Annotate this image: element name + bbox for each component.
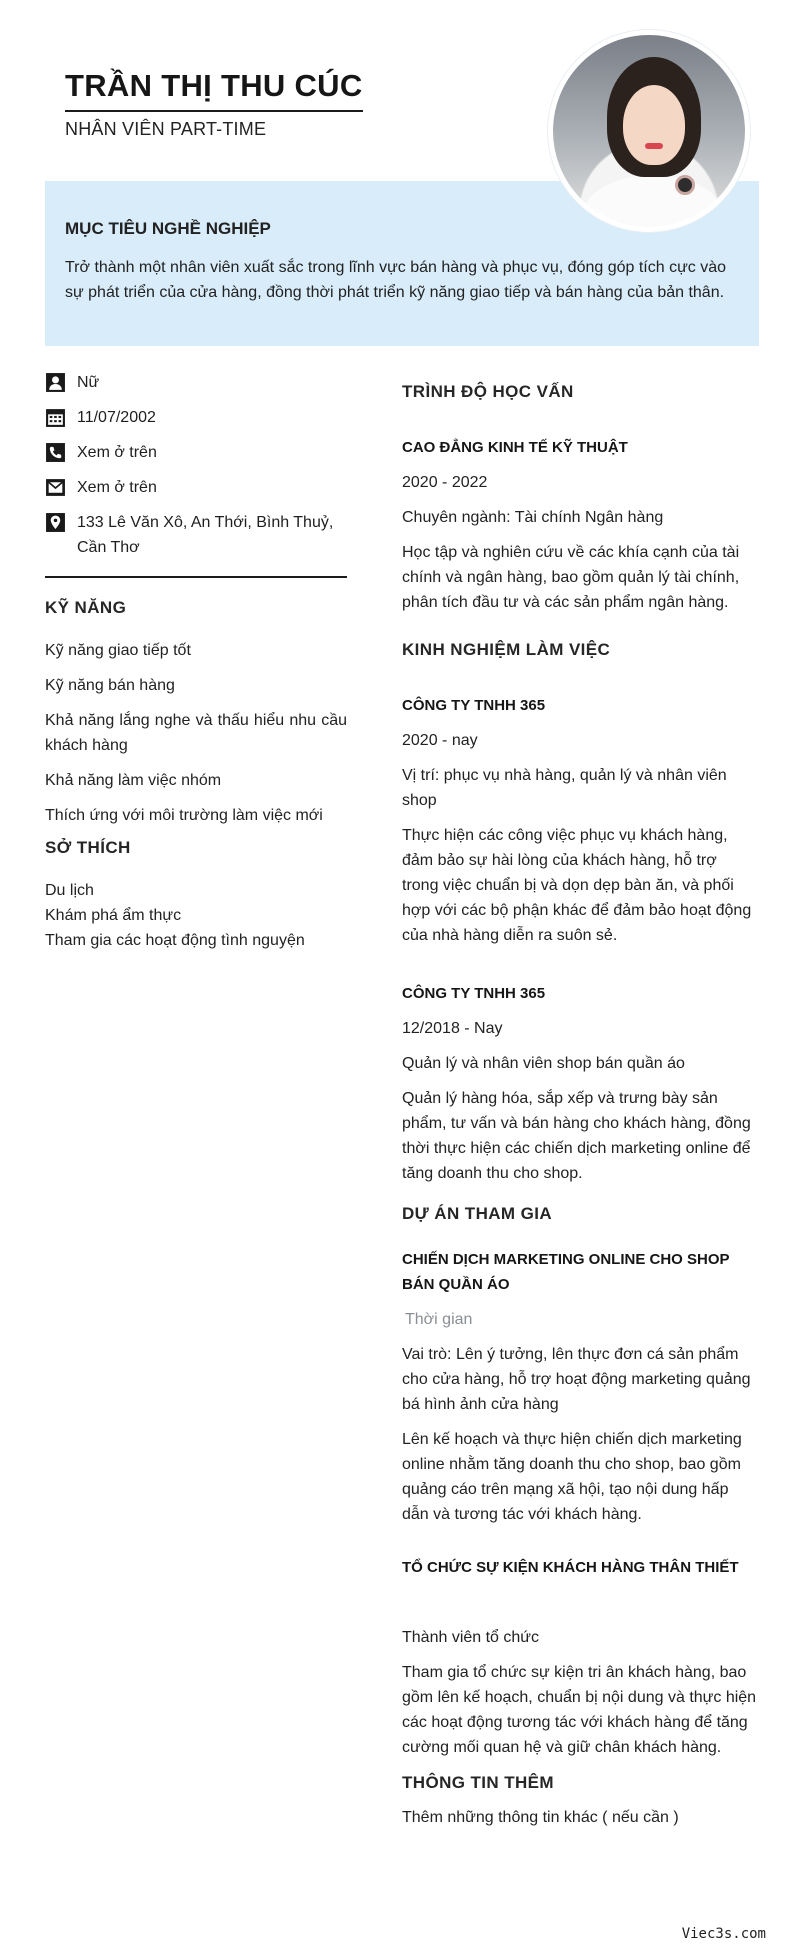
watermark: Viec3s.com [681, 1926, 766, 1942]
skills-title: KỸ NĂNG [45, 598, 127, 617]
education-description: Học tập và nghiên cứu về các khía cạnh của tài chính và ngân hàng, bao gồm quản lý tài chính, phân tích đầu tư và các sản phẩm ngân hàng. [402, 544, 740, 611]
job-position: Vị trí: phục vụ nhà hàng, quản lý và nhân viên shop [402, 767, 727, 809]
job-title: NHÂN VIÊN PART-TIME [65, 119, 267, 139]
gender-row [45, 370, 347, 395]
extra-info-text: Thêm những thông tin khác ( nếu cần ) [402, 1809, 679, 1826]
email-row [45, 475, 347, 500]
job-company: CÔNG TY TNHH 365 [402, 985, 546, 1002]
calendar-icon [45, 407, 66, 428]
education-major: Chuyên ngành: Tài chính Ngân hàng [402, 509, 664, 526]
address-value: 133 Lê Văn Xô, An Thới, Bình Thuỷ, Cần Thơ [77, 514, 334, 556]
project-description: Tham gia tổ chức sự kiện tri ân khách hàng, bao gồm lên kế hoạch, chuẩn bị nội dung và thực hiện các hoạt động tương tác với khách hàng để tăng cường mối quan hệ và giữ chân khách hàng. [402, 1664, 757, 1756]
project-name: CHIẾN DỊCH MARKETING ONLINE CHO SHOP BÁN QUẦN ÁO [402, 1251, 730, 1293]
person-icon [45, 372, 66, 393]
project-description: Lên kế hoạch và thực hiện chiến dịch marketing online nhằm tăng doanh thu cho shop, bao gồm quảng cáo trên mạng xã hội, tạo nội dung hấp dẫn và tương tác với khách hàng. [402, 1431, 742, 1523]
hobby-item: Tham gia các hoạt động tình nguyện [45, 932, 305, 949]
phone-value: Xem ở trên [77, 444, 157, 461]
job-description: Quản lý hàng hóa, sắp xếp và trưng bày sản phẩm, tư vấn và bán hàng cho khách hàng, đồng thời thực hiện các chiến dịch marketing online để tăng doanh thu cho shop. [402, 1090, 751, 1182]
job-period: 12/2018 - Nay [402, 1020, 503, 1037]
phone-row [45, 440, 347, 465]
birthday-row [45, 405, 347, 430]
project-role: Vai trò: Lên ý tưởng, lên thực đơn cá sản phẩm cho cửa hàng, hỗ trợ hoạt động marketing quảng bá hình ảnh cửa hàng [402, 1346, 751, 1413]
project-role: Thành viên tổ chức [402, 1629, 540, 1646]
job-position: Quản lý và nhân viên shop bán quần áo [402, 1055, 685, 1072]
location-icon [45, 512, 66, 533]
education-title: TRÌNH ĐỘ HỌC VẤN [402, 382, 574, 401]
gender-value: Nữ [77, 374, 100, 391]
left-column [45, 370, 347, 953]
birthday-value: 11/07/2002 [77, 409, 156, 426]
email-value: Xem ở trên [77, 479, 157, 496]
skills-section [45, 598, 347, 828]
experience-title: KINH NGHIỆM LÀM VIỆC [402, 640, 611, 659]
avatar [548, 30, 750, 232]
skill-item: Thích ứng với môi trường làm việc mới [45, 807, 323, 824]
project-name: TỔ CHỨC SỰ KIỆN KHÁCH HÀNG THÂN THIẾT [402, 1559, 739, 1576]
objective-title: MỤC TIÊU NGHỀ NGHIỆP [65, 219, 271, 238]
skill-item: Khả năng làm việc nhóm [45, 772, 222, 789]
hobby-item: Du lịch [45, 882, 94, 899]
extra-info-title: THÔNG TIN THÊM [402, 1773, 554, 1792]
job-period: 2020 - nay [402, 732, 478, 749]
skill-item: Khả năng lắng nghe và thấu hiểu nhu cầu khách hàng [45, 712, 347, 754]
project-time: Thời gian [405, 1311, 473, 1328]
address-row [45, 510, 347, 560]
hobbies-section [45, 838, 347, 953]
hobbies-title: SỞ THÍCH [45, 838, 131, 857]
phone-icon [45, 442, 66, 463]
right-column [402, 382, 757, 1830]
education-period: 2020 - 2022 [402, 474, 488, 491]
job-description: Thực hiện các công việc phục vụ khách hàng, đảm bảo sự hài lòng của khách hàng, hỗ trợ trong việc chuẩn bị và dọn dẹp bàn ăn, và phối hợp với các bộ phận khác để đảm bảo hoạt động của nhà hàng diễn ra suôn sẻ. [402, 827, 752, 944]
skill-item: Kỹ năng bán hàng [45, 677, 175, 694]
objective-text: Trở thành một nhân viên xuất sắc trong lĩnh vực bán hàng và phục vụ, đóng góp tích cực vào sự phát triển của cửa hàng, đồng thời phát triển kỹ năng giao tiếp và bán hàng của bản thân. [65, 259, 727, 301]
skill-item: Kỹ năng giao tiếp tốt [45, 642, 191, 659]
mail-icon [45, 477, 66, 498]
section-divider [45, 576, 347, 578]
job-company: CÔNG TY TNHH 365 [402, 697, 546, 714]
projects-title: DỰ ÁN THAM GIA [402, 1204, 553, 1223]
hobby-item: Khám phá ẩm thực [45, 907, 182, 924]
education-school: CAO ĐẲNG KINH TẾ KỸ THUẬT [402, 439, 628, 456]
candidate-name: TRẦN THỊ THU CÚC [65, 68, 363, 112]
